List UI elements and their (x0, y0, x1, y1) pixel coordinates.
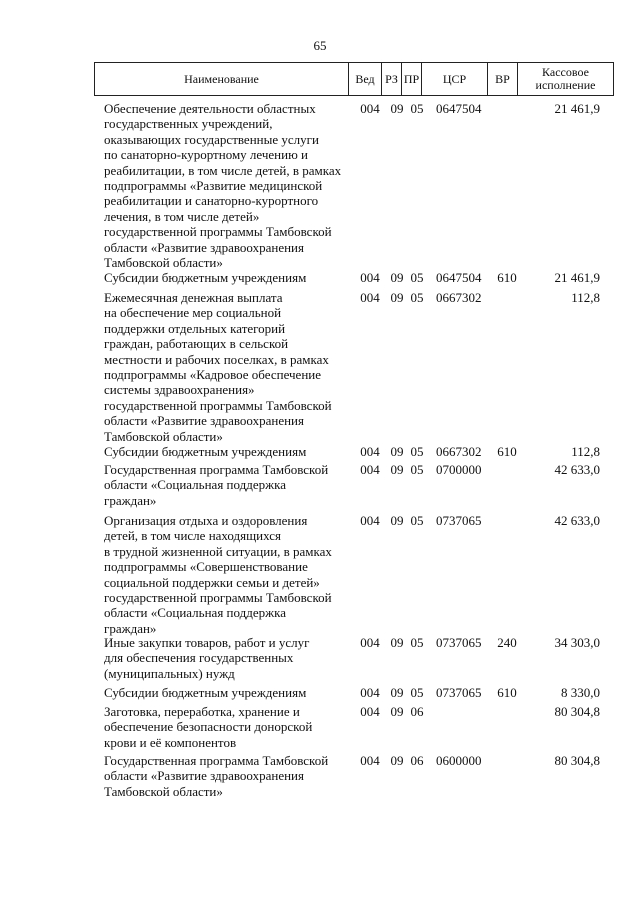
page-number: 65 (313, 38, 327, 53)
row-sum: 80 304,8 (554, 704, 600, 719)
row-pr: 05 (410, 635, 424, 650)
row-csr: 0737065 (436, 513, 482, 528)
row-rz: 09 (390, 444, 404, 459)
row-pr: 06 (410, 753, 424, 768)
row-ved: 004 (360, 753, 380, 768)
row-name: Иные закупки товаров, работ и услуг для обеспечения государственных (муниципальных) нужд (104, 635, 310, 681)
row-pr: 05 (410, 101, 424, 116)
row-rz: 09 (390, 462, 404, 477)
row-name: Субсидии бюджетным учреждениям (104, 444, 307, 459)
header-rz: РЗ (382, 63, 402, 95)
row-pr: 05 (410, 462, 424, 477)
row-rz: 09 (390, 290, 404, 305)
row-name: Организация отдыха и оздоровления детей, в том числе находящихся в трудной жизненной ситуации, в рамках подпрограммы «Совершенствование социальной поддержки семьи и детей» государственной программы Тамбовской области «Социальная поддержка граждан» (104, 513, 332, 636)
row-ved: 004 (360, 101, 380, 116)
row-csr: 0737065 (436, 685, 482, 700)
header-pr: ПР (402, 63, 422, 95)
row-ved: 004 (360, 270, 380, 285)
row-pr: 05 (410, 290, 424, 305)
row-rz: 09 (390, 685, 404, 700)
row-vr: 610 (497, 444, 517, 459)
row-ved: 004 (360, 290, 380, 305)
row-csr: 0737065 (436, 635, 482, 650)
row-sum: 112,8 (571, 290, 600, 305)
row-sum: 42 633,0 (554, 462, 600, 477)
row-pr: 05 (410, 513, 424, 528)
row-sum: 34 303,0 (554, 635, 600, 650)
row-rz: 09 (390, 753, 404, 768)
header-sum: Кассовое исполнение (535, 65, 596, 92)
row-sum: 8 330,0 (561, 685, 600, 700)
row-name: Обеспечение деятельности областных государственных учреждений, оказывающих государственные услуги по санаторно-курортному лечению и реабилитации, в том числе детей, в рамках подпрограммы «Развитие медицинской реабилитации и санаторно-курортного лечения, в том числе детей» государственной программы Тамбовской области «Развитие здравоохранения Тамбовской области» (104, 101, 342, 271)
row-name: Субсидии бюджетным учреждениям (104, 270, 307, 285)
header-vr: ВР (488, 63, 518, 95)
row-rz: 09 (390, 704, 404, 719)
row-csr: 0600000 (436, 753, 482, 768)
row-sum: 21 461,9 (554, 101, 600, 116)
table-header (94, 62, 614, 96)
row-ved: 004 (360, 704, 380, 719)
row-vr: 240 (497, 635, 517, 650)
row-csr: 0700000 (436, 462, 482, 477)
header-ved: Вед (349, 63, 382, 95)
row-rz: 09 (390, 101, 404, 116)
row-csr: 0667302 (436, 290, 482, 305)
row-ved: 004 (360, 513, 380, 528)
row-pr: 06 (410, 704, 424, 719)
row-name: Государственная программа Тамбовской области «Развитие здравоохранения Тамбовской области» (104, 753, 329, 799)
row-csr: 0647504 (436, 270, 482, 285)
row-name: Заготовка, переработка, хранение и обеспечение безопасности донорской крови и её компонентов (104, 704, 313, 750)
row-ved: 004 (360, 685, 380, 700)
row-rz: 09 (390, 270, 404, 285)
row-name: Субсидии бюджетным учреждениям (104, 685, 307, 700)
row-ved: 004 (360, 462, 380, 477)
header-name: Наименование (95, 63, 349, 95)
row-csr: 0647504 (436, 101, 482, 116)
row-name: Государственная программа Тамбовской области «Социальная поддержка граждан» (104, 462, 329, 508)
row-ved: 004 (360, 635, 380, 650)
row-sum: 80 304,8 (554, 753, 600, 768)
row-pr: 05 (410, 444, 424, 459)
row-vr: 610 (497, 270, 517, 285)
row-ved: 004 (360, 444, 380, 459)
row-sum: 112,8 (571, 444, 600, 459)
header-csr: ЦСР (422, 63, 488, 95)
row-csr: 0667302 (436, 444, 482, 459)
row-rz: 09 (390, 513, 404, 528)
row-sum: 21 461,9 (554, 270, 600, 285)
row-sum: 42 633,0 (554, 513, 600, 528)
row-pr: 05 (410, 270, 424, 285)
row-pr: 05 (410, 685, 424, 700)
row-vr: 610 (497, 685, 517, 700)
row-name: Ежемесячная денежная выплата на обеспечение мер социальной поддержки отдельных категорий граждан, работающих в сельской местности и рабочих поселках, в рамках подпрограммы «Кадровое обеспечение системы здравоохранения» государственной программы Тамбовской области «Развитие здравоохранения Тамбовской области» (104, 290, 332, 444)
row-rz: 09 (390, 635, 404, 650)
